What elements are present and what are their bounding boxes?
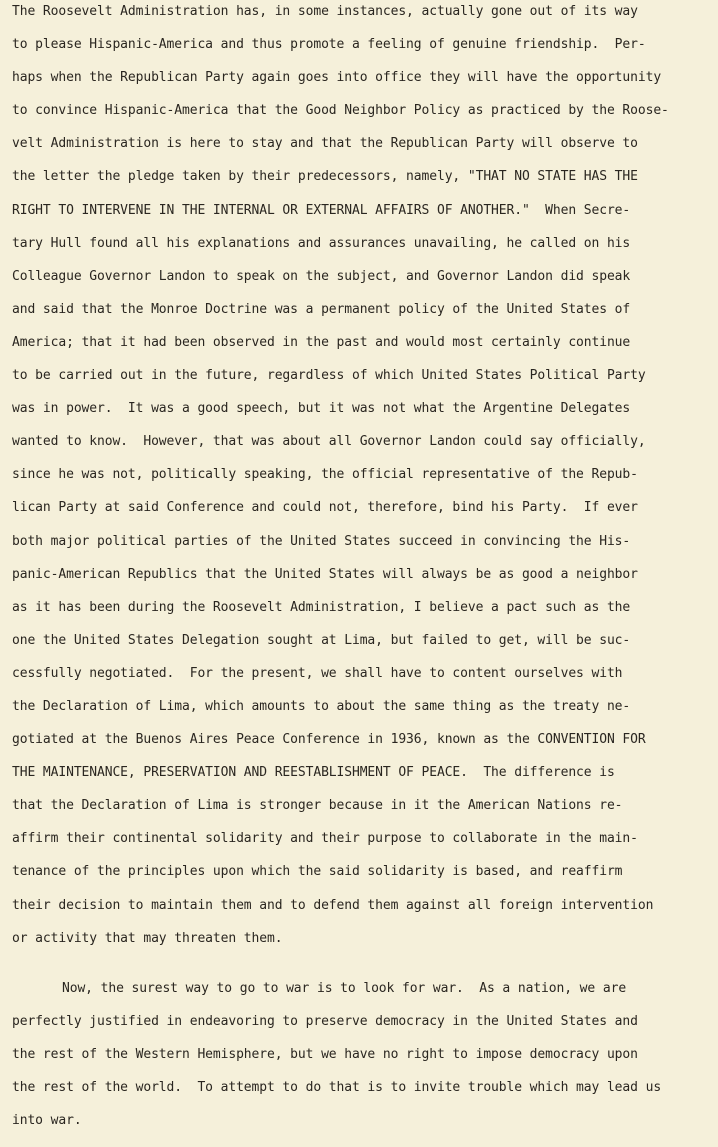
text-line: Now, the surest way to go to war is to look for war. As a nation, we are <box>62 981 627 996</box>
text-line: cessfully negotiated. For the present, we shall have to content ourselves with <box>12 665 623 681</box>
text-line: to please Hispanic-America and thus promote a feeling of genuine friendship. Per- <box>12 37 646 53</box>
text-line: to be carried out in the future, regardless of which United States Political Party <box>12 368 646 384</box>
text-line: or activity that may threaten them. <box>12 930 283 946</box>
text-line: wanted to know. However, that was about all Governor Landon could say officially, <box>12 434 646 450</box>
text-line: was in power. It was a good speech, but it was not what the Argentine Delegates <box>12 401 631 417</box>
text-line: haps when the Republican Party again goes into office they will have the opportunity <box>12 70 662 86</box>
text-line: velt Administration is here to stay and that the Republican Party will observe to <box>12 136 638 152</box>
text-line: lican Party at said Conference and could not, therefore, bind his Party. If ever <box>12 500 638 516</box>
text-line: into war. <box>12 1113 82 1129</box>
text-line: RIGHT TO INTERVENE IN THE INTERNAL OR EXTERNAL AFFAIRS OF ANOTHER." When Secre- <box>12 202 631 218</box>
text-line: as it has been during the Roosevelt Administration, I believe a pact such as the <box>12 599 631 615</box>
text-line: tary Hull found all his explanations and assurances unavailing, he called on his <box>12 235 631 251</box>
text-line: one the United States Delegation sought at Lima, but failed to get, will be suc- <box>12 632 631 648</box>
text-line: gotiated at the Buenos Aires Peace Conference in 1936, known as the CONVENTION FOR <box>12 732 646 748</box>
text-line: their decision to maintain them and to defend them against all foreign intervention <box>12 897 654 913</box>
text-line: both major political parties of the United States succeed in convincing the His- <box>12 533 631 549</box>
text-line: the rest of the Western Hemisphere, but we have no right to impose democracy upon <box>12 1047 638 1063</box>
text-line: and said that the Monroe Doctrine was a permanent policy of the United States of <box>12 301 631 317</box>
text-line: Colleague Governor Landon to speak on the subject, and Governor Landon did speak <box>12 268 631 284</box>
text-line: America; that it had been observed in the past and would most certainly continue <box>12 334 631 350</box>
text-line: the Declaration of Lima, which amounts to about the same thing as the treaty ne- <box>12 698 631 714</box>
text-line: The Roosevelt Administration has, in some instances, actually gone out of its way <box>12 4 638 19</box>
text-line: perfectly justified in endeavoring to preserve democracy in the United States and <box>12 1014 638 1030</box>
paragraph-1 <box>12 0 712 960</box>
text-line: the letter the pledge taken by their predecessors, namely, "THAT NO STATE HAS THE <box>12 169 638 185</box>
paragraph-2 <box>12 977 712 1142</box>
text-line: affirm their continental solidarity and their purpose to collaborate in the main- <box>12 831 638 847</box>
text-line: to convince Hispanic-America that the Good Neighbor Policy as practiced by the Roose- <box>12 103 669 119</box>
text-line: that the Declaration of Lima is stronger because in it the American Nations re- <box>12 798 623 814</box>
text-line: panic-American Republics that the United States will always be as good a neighbor <box>12 566 638 582</box>
text-line: the rest of the world. To attempt to do that is to invite trouble which may lead us <box>12 1080 662 1096</box>
text-line: tenance of the principles upon which the said solidarity is based, and reaffirm <box>12 864 623 880</box>
text-line: THE MAINTENANCE, PRESERVATION AND REESTABLISHMENT OF PEACE. The difference is <box>12 765 615 781</box>
text-line: since he was not, politically speaking, the official representative of the Repub- <box>12 467 638 483</box>
